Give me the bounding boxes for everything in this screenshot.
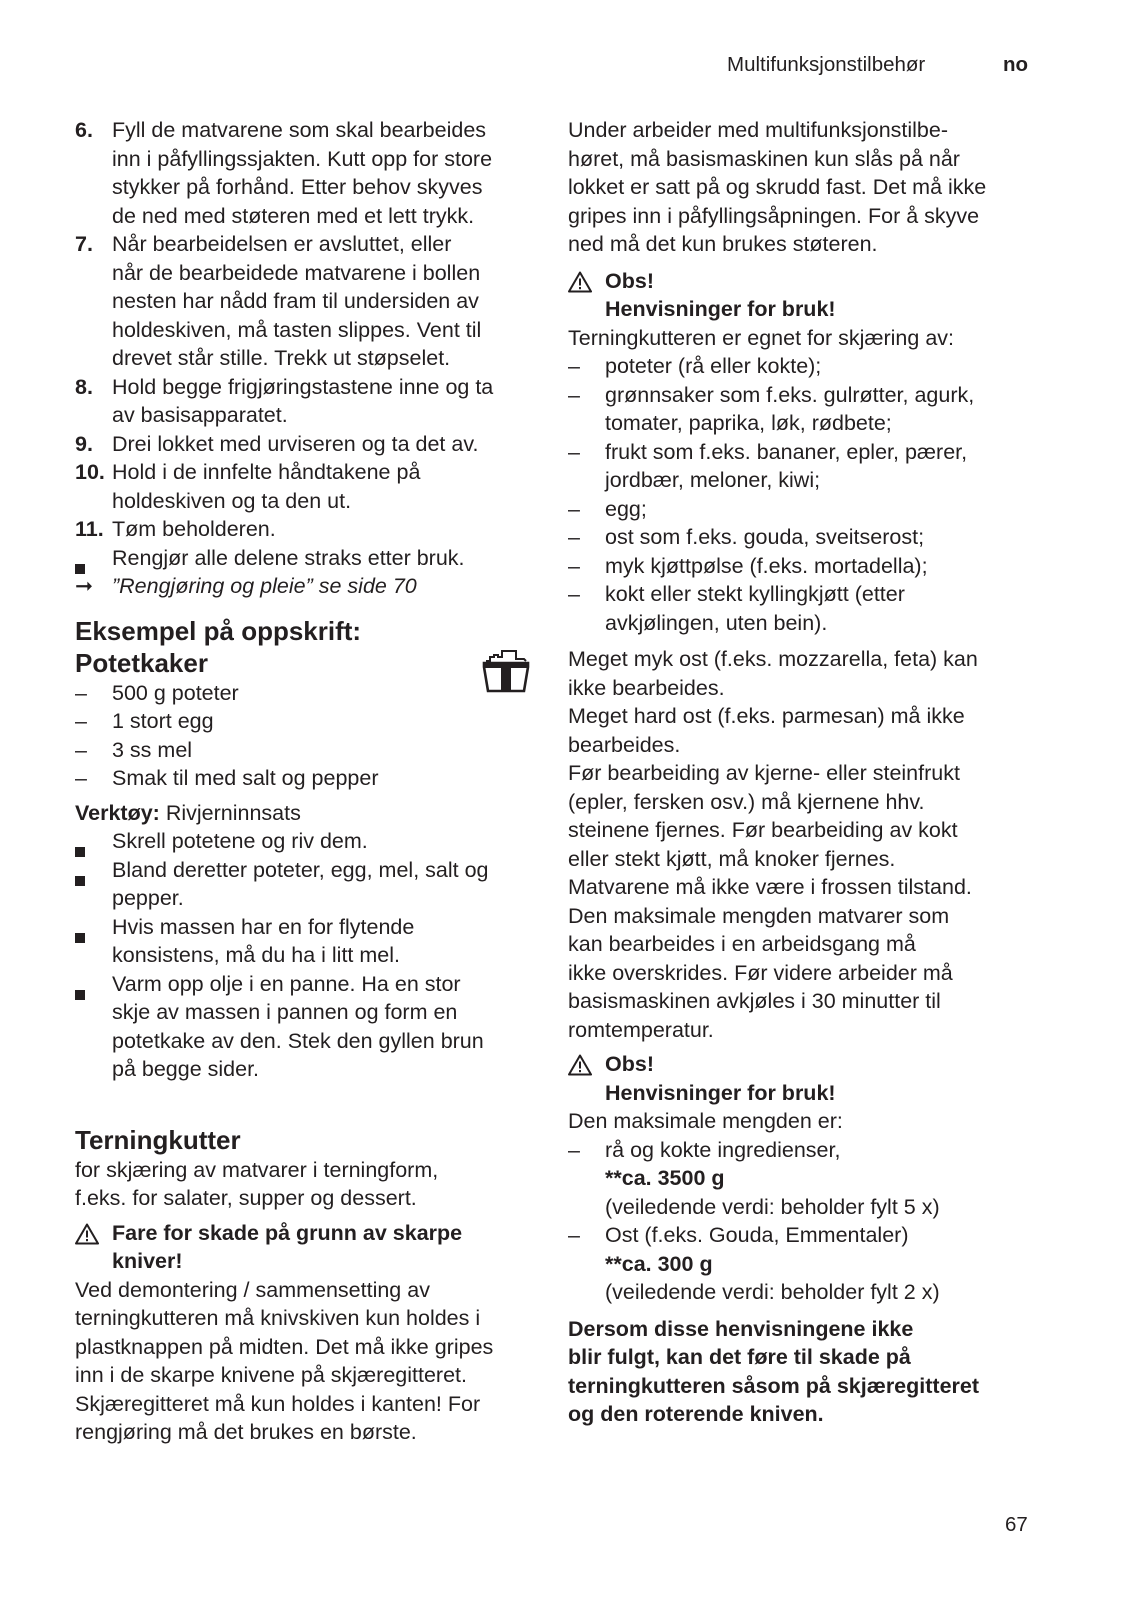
dash-block (568, 552, 1038, 581)
text-line: eller stekt kjøtt, må knoker fjernes. (568, 846, 896, 871)
text-line: ned må det kun brukes støteren. (568, 232, 878, 256)
para-block (568, 324, 1038, 353)
dash-marker: – (568, 496, 580, 521)
heading-block (75, 615, 545, 679)
para-block (75, 1276, 545, 1447)
text-line: jordbær, meloner, kiwi; (605, 468, 821, 492)
dash-marker: – (75, 737, 87, 762)
text-line: av basisapparatet. (112, 403, 288, 427)
text-line: Hvis massen har en for flytende (112, 914, 415, 939)
text-line: plastknappen på midten. Det må ikke gripes (75, 1334, 494, 1359)
text-line: steinene fjernes. Før bearbeiding av kokt (568, 818, 958, 842)
bullet-block (75, 913, 545, 970)
text-line: ”Rengjøring og pleie” se side 70 (112, 574, 417, 598)
warning-triangle-icon (568, 271, 592, 293)
num-block (75, 430, 545, 459)
dash-block (568, 1136, 1038, 1222)
list-number: 11. (75, 517, 104, 541)
text-line: holdeskiven, må tasten slippes. Vent til (112, 317, 482, 342)
text-line: Rengjør alle delene straks etter bruk. (112, 545, 465, 570)
text-line: kan bearbeides i en arbeidsgang må (568, 932, 916, 956)
dash-marker: – (568, 582, 580, 606)
text-line: rengjøring må det brukes en børste. (75, 1420, 417, 1444)
dash-block (568, 580, 1038, 637)
text-line: pepper. (112, 886, 184, 910)
text-line: terningkutteren må knivskiven kun holdes i (75, 1306, 481, 1330)
text-line: Før bearbeiding av kjerne- eller steinfrukt (568, 761, 960, 785)
text-line: kokt eller stekt kyllingkjøtt (etter (605, 582, 905, 606)
text-line: Henvisninger for bruk! (605, 1080, 836, 1105)
dash-marker: – (75, 766, 87, 790)
text-line: for skjæring av matvarer i terningform, (75, 1157, 439, 1182)
tool-line (75, 799, 545, 828)
text-line: 500 g poteter (112, 680, 239, 705)
text-line: ikke overskrides. Før videre arbeider må (568, 960, 953, 985)
text-line: terningkutteren såsom på skjæregitteret (568, 1373, 980, 1398)
tool-block (75, 799, 545, 828)
square-bullet-icon (75, 979, 85, 1008)
dash-block (75, 764, 545, 793)
text-line: Fare for skade på grunn av skarpe (112, 1220, 463, 1245)
num-block (75, 458, 545, 515)
dash-block (568, 1221, 1038, 1307)
dash-marker: – (568, 553, 580, 578)
text-line: høret, må basismaskinen kun slås på når (568, 146, 960, 171)
num-block (75, 373, 545, 430)
text-line: egg; (605, 496, 647, 521)
text-line: Meget myk ost (f.eks. mozzarella, feta) kan (568, 647, 978, 671)
num-block (75, 230, 545, 373)
bullet-block (75, 970, 545, 1084)
text-line: konsistens, må du ha i litt mel. (112, 943, 400, 967)
bullet-block (75, 827, 545, 856)
text-line: f.eks. for salater, supper og dessert. (75, 1186, 417, 1210)
text-line: Obs! (605, 1052, 654, 1076)
para-block (75, 1156, 545, 1213)
text-line: romtemperatur. (568, 1017, 714, 1042)
text-line: tomater, paprika, løk, rødbete; (605, 411, 892, 435)
tool-value: Rivjerninnsats (159, 800, 301, 825)
text-line: Matvarene må ikke være i frossen tilstand. (568, 875, 972, 899)
text-line: Dersom disse henvisningene ikke (568, 1316, 914, 1341)
arrow-right-icon: ➞ (75, 574, 94, 598)
tool-label: Verktøy: (75, 800, 160, 825)
dash-block (75, 736, 545, 765)
list-number: 9. (75, 431, 93, 456)
text-line: på begge sider. (112, 1057, 260, 1081)
dash-marker: – (568, 354, 580, 378)
text-line: Meget hard ost (f.eks. parmesan) må ikke (568, 704, 965, 728)
square-bullet-icon (75, 865, 85, 894)
list-number: 6. (75, 118, 93, 142)
text-line: **ca. 3500 g (605, 1166, 725, 1190)
dash-marker: – (568, 1137, 580, 1162)
dash-marker: – (75, 709, 87, 733)
text-line: myk kjøttpølse (f.eks. mortadella); (605, 553, 928, 578)
text-line: ikke bearbeides. (568, 675, 725, 700)
text-line: Drei lokket med urviseren og ta det av. (112, 431, 479, 456)
text-line: drevet står stille. Trekk ut støpselet. (112, 346, 451, 370)
text-line: Ved demontering / sammensetting av (75, 1277, 430, 1302)
text-line: inn i påfyllingssjakten. Kutt opp for store (112, 146, 493, 171)
text-line: kniver! (112, 1249, 183, 1273)
para-block (568, 116, 1038, 259)
text-line: (epler, fersken osv.) må kjernene hhv. (568, 789, 925, 814)
text-line: **ca. 300 g (605, 1251, 713, 1276)
text-line: rå og kokte ingredienser, (605, 1137, 841, 1162)
num-block (75, 116, 545, 230)
text-line: Hold i de innfelte håndtakene på (112, 460, 421, 484)
text-line: Fyll de matvarene som skal bearbeides (112, 118, 487, 142)
text-line: Ost (f.eks. Gouda, Emmentaler) (605, 1223, 909, 1247)
warning-triangle-icon (75, 1223, 99, 1245)
text-line: Obs! (605, 268, 654, 293)
dash-block (568, 352, 1038, 381)
heading-block (75, 1124, 545, 1156)
text-line: holdeskiven og ta den ut. (112, 488, 352, 513)
dash-marker: – (568, 1223, 580, 1247)
text-line: potetkake av den. Stek den gyllen brun (112, 1028, 484, 1053)
text-line: bearbeides. (568, 732, 681, 757)
language-code: no (1003, 53, 1029, 76)
text-line: Smak til med salt og pepper (112, 766, 379, 790)
text-line: Potetkaker (75, 647, 208, 678)
dash-block (568, 438, 1038, 495)
text-line: avkjølingen, uten bein). (605, 610, 828, 635)
text-line: grønnsaker som f.eks. gulrøtter, agurk, (605, 382, 975, 407)
num-block (75, 515, 545, 544)
text-line: Under arbeider med multifunksjonstilbe- (568, 118, 949, 142)
text-line: Skjæregitteret må kun holdes i kanten! For (75, 1391, 481, 1416)
text-line: blir fulgt, kan det føre til skade på (568, 1345, 911, 1369)
text-line: Tøm beholderen. (112, 517, 276, 541)
text-line: Varm opp olje i en panne. Ha en stor (112, 971, 461, 996)
text-line: Henvisninger for bruk! (605, 297, 836, 321)
text-line: Bland deretter poteter, egg, mel, salt og (112, 857, 489, 882)
text-line: og den roterende kniven. (568, 1402, 824, 1426)
text-line: 3 ss mel (112, 737, 193, 762)
text-line: ost som f.eks. gouda, sveitserost; (605, 525, 925, 549)
header-title: Multifunksjonstilbehør (727, 53, 926, 76)
text-line: frukt som f.eks. bananer, epler, pærer, (605, 439, 968, 464)
page-number: 67 (1005, 1513, 1028, 1536)
para-block (568, 645, 1038, 1044)
bullet-block (75, 856, 545, 913)
bullet-block (75, 544, 545, 573)
text-line: de ned med støteren med et lett trykk. (112, 203, 475, 228)
list-number: 10. (75, 460, 105, 484)
dash-marker: – (568, 439, 580, 464)
text-line: når de bearbeidede matvarene i bollen (112, 260, 481, 285)
text-line: gripes inn i påfyllingsåpningen. For å skyve (568, 203, 980, 228)
square-bullet-icon (75, 922, 85, 951)
text-line: Skrell potetene og riv dem. (112, 829, 368, 853)
warn-block (75, 1219, 545, 1276)
dash-marker: – (75, 680, 87, 705)
warn-block (568, 1050, 1038, 1107)
dash-block (568, 495, 1038, 524)
text-line: (veiledende verdi: beholder fylt 5 x) (605, 1194, 940, 1219)
text-line: inn i de skarpe knivene på skjæregitteret. (75, 1363, 467, 1387)
boldpara-block (568, 1315, 1038, 1429)
dash-marker: – (568, 525, 580, 549)
text-line: Hold begge frigjøringstastene inne og ta (112, 374, 494, 399)
list-number: 7. (75, 232, 93, 256)
dash-block (568, 523, 1038, 552)
dash-block (75, 679, 545, 708)
text-line: Eksempel på oppskrift: (75, 615, 362, 646)
text-line: Når bearbeidelsen er avsluttet, eller (112, 232, 452, 256)
para-block (568, 1107, 1038, 1136)
list-number: 8. (75, 374, 93, 399)
right-column (568, 116, 1038, 1429)
text-line: (veiledende verdi: beholder fylt 2 x) (605, 1280, 940, 1304)
left-column (75, 116, 545, 1447)
text-line: 1 stort egg (112, 709, 214, 733)
grater-accessory-icon (480, 645, 532, 697)
warn-block (568, 267, 1038, 324)
dash-block (568, 381, 1038, 438)
text-line: skje av massen i pannen og form en (112, 1000, 458, 1024)
dash-marker: – (568, 382, 580, 407)
dash-block (75, 707, 545, 736)
text-line: basismaskinen avkjøles i 30 minutter til (568, 989, 941, 1013)
text-line: Terningkutter (75, 1124, 241, 1155)
text-line: stykker på forhånd. Etter behov skyves (112, 175, 483, 199)
text-line: Terningkutteren er egnet for skjæring av: (568, 325, 955, 350)
text-line: poteter (rå eller kokte); (605, 354, 822, 378)
ref-block (75, 572, 545, 601)
text-line: nesten har nådd fram til undersiden av (112, 289, 479, 313)
text-line: Den maksimale mengden er: (568, 1109, 843, 1133)
text-line: Den maksimale mengden matvarer som (568, 903, 950, 928)
warning-triangle-icon (568, 1054, 592, 1076)
text-line: lokket er satt på og skrudd fast. Det må ikke (568, 175, 987, 199)
